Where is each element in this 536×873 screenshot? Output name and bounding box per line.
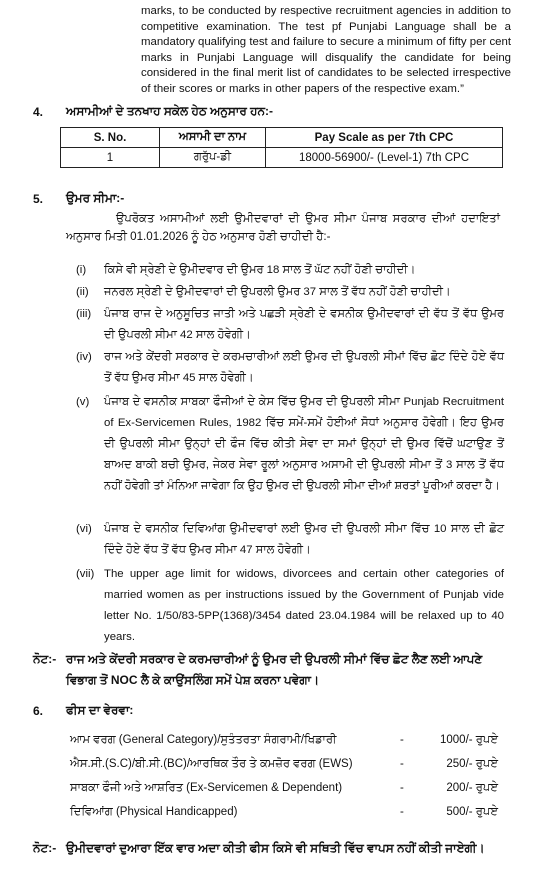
age-note-text: ਰਾਜ ਅਤੇ ਕੇਂਦਰੀ ਸਰਕਾਰ ਦੇ ਕਰਮਚਾਰੀਆਂ ਨੂੰ ਉਮਰ ਦੀ ਉਪਰਲੀ ਸੀਮਾਂ ਵਿੱਚ ਛੋਟ ਲੈਣ ਲਈ ਆਪਣੇ ਵਿਭਾਗ ਤੋਂ NOC ਲੈ ਕੇ ਕਾਉਂਸਲਿੰਗ ਸਮੇਂ ਪੇਸ਼ ਕਰਨਾ ਪਵੇਗਾ। bbox=[66, 652, 483, 687]
item-label: (iv) bbox=[76, 351, 92, 363]
item-label: (vii) bbox=[76, 568, 95, 580]
age-intro-paragraph: ਉਪਰੋਕਤ ਅਸਾਮੀਆਂ ਲਈ ਉਮੀਦਵਾਰਾਂ ਦੀ ਉਮਰ ਸੀਮਾ ਪੰਜਾਬ ਸਰਕਾਰ ਦੀਆਂ ਹਦਾਇਤਾਂ ਅਨੁਸਾਰ ਮਿਤੀ 01.01.2026 ਨੂੰ ਹੇਠ ਅਨੁਸਾਰ ਹੋਣੀ ਚਾਹੀਦੀ ਹੈ:- bbox=[66, 212, 500, 243]
header-post-name: ਅਸਾਮੀ ਦਾ ਨਾਮ bbox=[160, 128, 266, 148]
fee-note-label: ਨੋਟ:- bbox=[33, 841, 57, 855]
section-4-heading: ਅਸਾਮੀਆਂ ਦੇ ਤਨਖਾਹ ਸਕੇਲ ਹੇਠ ਅਨੁਸਾਰ ਹਨ:- bbox=[66, 104, 273, 118]
quoted-paragraph: marks, to be conducted by respective recruitment agencies in addition to competitive examination. The test pf Punjabi Language shall be a mandatory qualifying test and failure to secure a minimum of fifty per cent marks in Punjabi Language will disqualify the candidate for being considered in the final merit list of candidates to be selected irrespective of their scores or marks in other papers of the respective exam.” bbox=[141, 5, 511, 95]
age-item-text: ਜਨਰਲ ਸ੍ਰੇਣੀ ਦੇ ਉਮੀਦਵਾਰਾਂ ਦੀ ਉਪਰਲੀ ਉਮਰ 37 ਸਾਲ ਤੋਂ ਵੱਧ ਨਹੀਂ ਹੋਣੀ ਚਾਹੀਦੀ। bbox=[104, 286, 451, 298]
pay-scale-table bbox=[60, 127, 503, 168]
item-label: (vi) bbox=[76, 523, 92, 535]
cell-pay-scale: 18000-56900/- (Level-1) 7th CPC bbox=[266, 148, 503, 168]
fee-amount: 250/- ਰੁਪਏ bbox=[446, 758, 498, 770]
cell-post-name: ਗਰੁੱਪ-ਡੀ bbox=[160, 148, 266, 168]
age-item-text: ਪੰਜਾਬ ਰਾਜ ਦੇ ਅਨੁਸੂਚਿਤ ਜਾਤੀ ਅਤੇ ਪਛੜੀ ਸ੍ਰੇਣੀ ਦੇ ਵਸਨੀਕ ਉਮੀਦਵਾਰਾਂ ਦੀ ਵੱਧ ਤੋਂ ਵੱਧ ਉਮਰ ਦੀ ਉਪਰਲੀ ਸੀਮਾ 42 ਸਾਲ ਹੋਵੇਗੀ। bbox=[104, 308, 504, 341]
age-note-label: ਨੋਟ:- bbox=[33, 652, 57, 666]
fee-category: ਆਮ ਵਰਗ (General Category)/ਸੁਤੰਤਰਤਾ ਸੰਗਰਾਮੀ/ਖਿਡਾਰੀ bbox=[70, 734, 337, 746]
item-label: (iii) bbox=[76, 308, 92, 320]
table-row bbox=[61, 148, 503, 168]
table-header-row bbox=[61, 128, 503, 148]
age-item-text: The upper age limit for widows, divorcees and certain other categories of married women as per instructions issued by the Government of Punjab vide letter No. 1/50/83-5PP(1368)/3454 dated 23.04.1984 will be relaxed up to 40 years. bbox=[104, 568, 504, 643]
header-sno: S. No. bbox=[61, 128, 160, 148]
cell-sno: 1 bbox=[61, 148, 160, 168]
fee-dash: - bbox=[400, 806, 404, 818]
fee-row bbox=[70, 782, 500, 802]
section-6-heading: ਫੀਸ ਦਾ ਵੇਰਵਾ: bbox=[66, 703, 134, 717]
item-label: (ii) bbox=[76, 286, 89, 298]
fee-row bbox=[70, 734, 500, 754]
fee-dash: - bbox=[400, 758, 404, 770]
fee-row bbox=[70, 806, 500, 826]
item-label: (v) bbox=[76, 396, 90, 408]
age-item-text: ਰਾਜ ਅਤੇ ਕੇਂਦਰੀ ਸਰਕਾਰ ਦੇ ਕਰਮਚਾਰੀਆਂ ਲਈ ਉਮਰ ਦੀ ਉਪਰਲੀ ਸੀਮਾਂ ਵਿੱਚ ਛੋਟ ਦਿੰਦੇ ਹੋਏ ਵੱਧ ਤੋਂ ਵੱਧ ਉਮਰ ਸੀਮਾ 45 ਸਾਲ ਹੋਵੇਗੀ। bbox=[104, 351, 504, 384]
fee-row bbox=[70, 758, 500, 778]
section-5-number: 5. bbox=[33, 192, 44, 206]
header-pay-scale: Pay Scale as per 7th CPC bbox=[266, 128, 503, 148]
section-6-number: 6. bbox=[33, 704, 44, 718]
fee-amount: 200/- ਰੁਪਏ bbox=[446, 782, 498, 794]
fee-category: ਐਸ.ਸੀ.(S.C)/ਬੀ.ਸੀ.(BC)/ਆਰਥਿਕ ਤੌਰ ਤੇ ਕਮਜ਼ੋਰ ਵਰਗ (EWS) bbox=[70, 758, 353, 770]
fee-dash: - bbox=[400, 782, 404, 794]
fee-amount: 500/- ਰੁਪਏ bbox=[446, 806, 498, 818]
fee-category: ਦਿਵਿਆਂਗ (Physical Handicapped) bbox=[70, 806, 238, 818]
item-label: (i) bbox=[76, 264, 87, 276]
age-item-text: ਕਿਸੇ ਵੀ ਸ੍ਰੇਣੀ ਦੇ ਉਮੀਦਵਾਰ ਦੀ ਉਮਰ 18 ਸਾਲ ਤੋਂ ਘੱਟ ਨਹੀਂ ਹੋਣੀ ਚਾਹੀਦੀ। bbox=[104, 264, 416, 276]
section-4-number: 4. bbox=[33, 105, 44, 119]
section-5-heading: ਉਮਰ ਸੀਮਾ:- bbox=[66, 191, 125, 205]
fee-note-text: ਉਮੀਦਵਾਰਾਂ ਦੁਆਰਾ ਇੱਕ ਵਾਰ ਅਦਾ ਕੀਤੀ ਫੀਸ ਕਿਸੇ ਵੀ ਸਥਿਤੀ ਵਿੱਚ ਵਾਪਸ ਨਹੀਂ ਕੀਤੀ ਜਾਏਗੀ। bbox=[66, 841, 485, 855]
age-item-text: ਪੰਜਾਬ ਦੇ ਵਸਨੀਕ ਸਾਬਕਾ ਫੌਜੀਆਂ ਦੇ ਕੇਸ ਵਿੱਚ ਉਮਰ ਦੀ ਉਪਰਲੀ ਸੀਮਾ Punjab Recruitment of Ex-Servicemen Rules, 1982 ਵਿੱਚ ਸਮੇਂ-ਸਮੇਂ ਹੋਈਆਂ ਸੋਧਾਂ ਅਨੁਸਾਰ ਹੋਵੇਗੀ। ਇਹ ਉਮਰ ਦੀ ਉਪਰਲੀ ਸੀਮਾ ਉਨ੍ਹਾਂ ਦੀ ਫੌਜ ਵਿੱਚ ਕੀਤੀ ਸੇਵਾ ਦਾ ਸਮਾਂ ਉਨ੍ਹਾਂ ਦੀ ਉਮਰ ਵਿੱਚੋਂ ਘਟਾਉਣ ਤੋਂ ਬਾਅਦ ਬਾਕੀ ਬਚੀ ਉਮਰ, ਜੇਕਰ ਸੇਵਾ ਰੂਲਾਂ ਅਨੁਸਾਰ ਅਸਾਮੀ ਦੀ ਉਪਰਲੀ ਸੀਮਾ ਤੋਂ 3 ਸਾਲ ਤੋਂ ਵੱਧ ਨਹੀਂ ਹੋਵੇਗੀ ਤਾਂ ਮੰਨਿਆ ਜਾਵੇਗਾ ਕਿ ਉਹ ਉਮਰ ਦੀ ਉਪਰਲੀ ਸੀਮਾ ਦੀਆਂ ਸ਼ਰਤਾਂ ਪੂਰੀਆਂ ਕਰਦਾ ਹੈ। bbox=[104, 396, 504, 492]
fee-dash: - bbox=[400, 734, 404, 746]
age-item-text: ਪੰਜਾਬ ਦੇ ਵਸਨੀਕ ਦਿਵਿਆਂਗ ਉਮੀਦਵਾਰਾਂ ਲਈ ਉਮਰ ਦੀ ਉਪਰਲੀ ਸੀਮਾ ਵਿੱਚ 10 ਸਾਲ ਦੀ ਛੋਟ ਦਿੰਦੇ ਹੋਏ ਵੱਧ ਤੋਂ ਵੱਧ ਉਮਰ ਸੀਮਾ 47 ਸਾਲ ਹੋਵੇਗੀ। bbox=[104, 523, 504, 556]
fee-category: ਸਾਬਕਾ ਫੌਜੀ ਅਤੇ ਆਸ਼ਰਿਤ (Ex-Servicemen & Dependent) bbox=[70, 782, 343, 794]
fee-amount: 1000/- ਰੁਪਏ bbox=[440, 734, 498, 746]
